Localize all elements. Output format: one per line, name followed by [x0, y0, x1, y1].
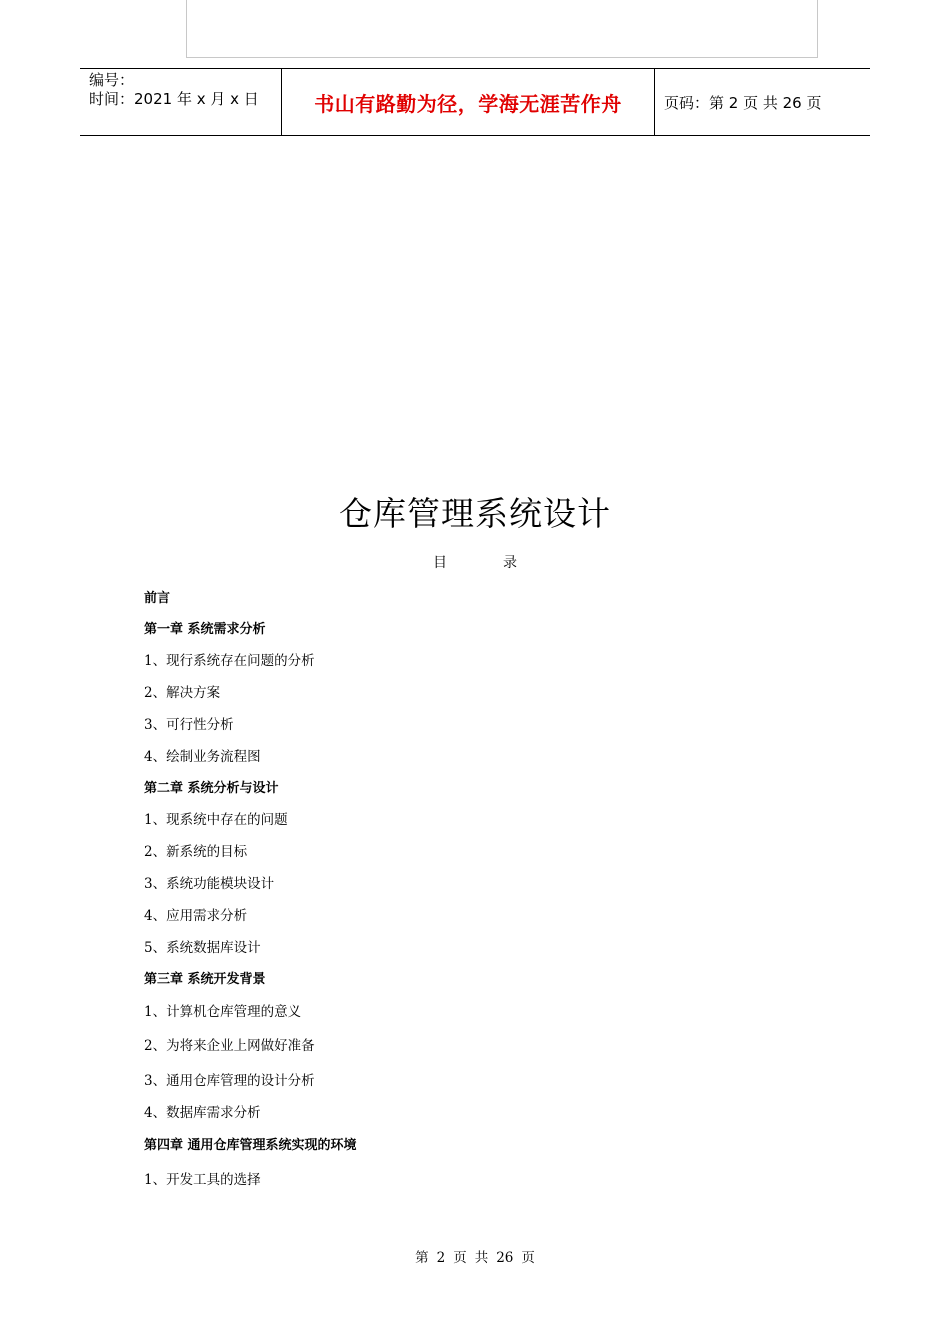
number-label: 编号：	[89, 71, 135, 89]
header-motto-cell	[281, 69, 655, 135]
toc-section-entry: 4、绘制业务流程图	[144, 749, 261, 765]
toc-section-entry: 1、现系统中存在的问题	[144, 812, 288, 828]
toc-chapter-entry: 第三章 系统开发背景	[144, 972, 266, 987]
toc-chapter-entry: 第四章 通用仓库管理系统实现的环境	[144, 1138, 357, 1153]
toc-section-entry: 3、通用仓库管理的设计分析	[144, 1073, 315, 1089]
page-label: 页码：第 2 页 共 26 页	[664, 93, 822, 112]
toc-section-entry: 1、现行系统存在问题的分析	[144, 653, 315, 669]
footer-part: 共	[474, 1250, 489, 1266]
document-title: 仓库管理系统设计	[339, 494, 611, 533]
toc-chapter-entry: 第一章 系统需求分析	[144, 622, 266, 637]
toc-section-entry: 2、解决方案	[144, 685, 221, 701]
toc-section-entry: 2、新系统的目标	[144, 844, 248, 860]
toc-section-entry: 3、可行性分析	[144, 717, 234, 733]
toc-section-entry: 4、应用需求分析	[144, 908, 248, 924]
footer-total-pages: 26	[496, 1250, 514, 1266]
toc-chapter-entry: 第二章 系统分析与设计	[144, 781, 279, 796]
page-footer	[0, 1246, 950, 1266]
date-label: 时间：2021 年 x 月 x 日	[89, 90, 259, 108]
toc-section-entry: 2、为将来企业上网做好准备	[144, 1038, 315, 1054]
footer-part: 第	[415, 1250, 429, 1266]
toc-chapter-entry: 前言	[144, 591, 171, 606]
top-frame	[186, 0, 818, 58]
toc-section-entry: 1、计算机仓库管理的意义	[144, 1004, 302, 1020]
toc-section-entry: 3、系统功能模块设计	[144, 876, 275, 892]
header-meta	[80, 69, 281, 135]
toc-heading	[0, 552, 950, 572]
toc-section-entry: 1、开发工具的选择	[144, 1172, 261, 1188]
motto-text: 书山有路勤为径，学海无涯苦作舟	[314, 91, 622, 116]
header-page-cell	[655, 69, 870, 135]
footer-part: 页	[521, 1250, 535, 1266]
toc-heading-left: 目	[433, 555, 447, 571]
toc-heading-right: 录	[503, 555, 517, 571]
toc-section-entry: 5、系统数据库设计	[144, 940, 261, 956]
document-header	[80, 68, 870, 136]
footer-current-page: 2	[436, 1250, 446, 1266]
toc-section-entry: 4、数据库需求分析	[144, 1105, 261, 1121]
footer-part: 页	[453, 1250, 467, 1266]
